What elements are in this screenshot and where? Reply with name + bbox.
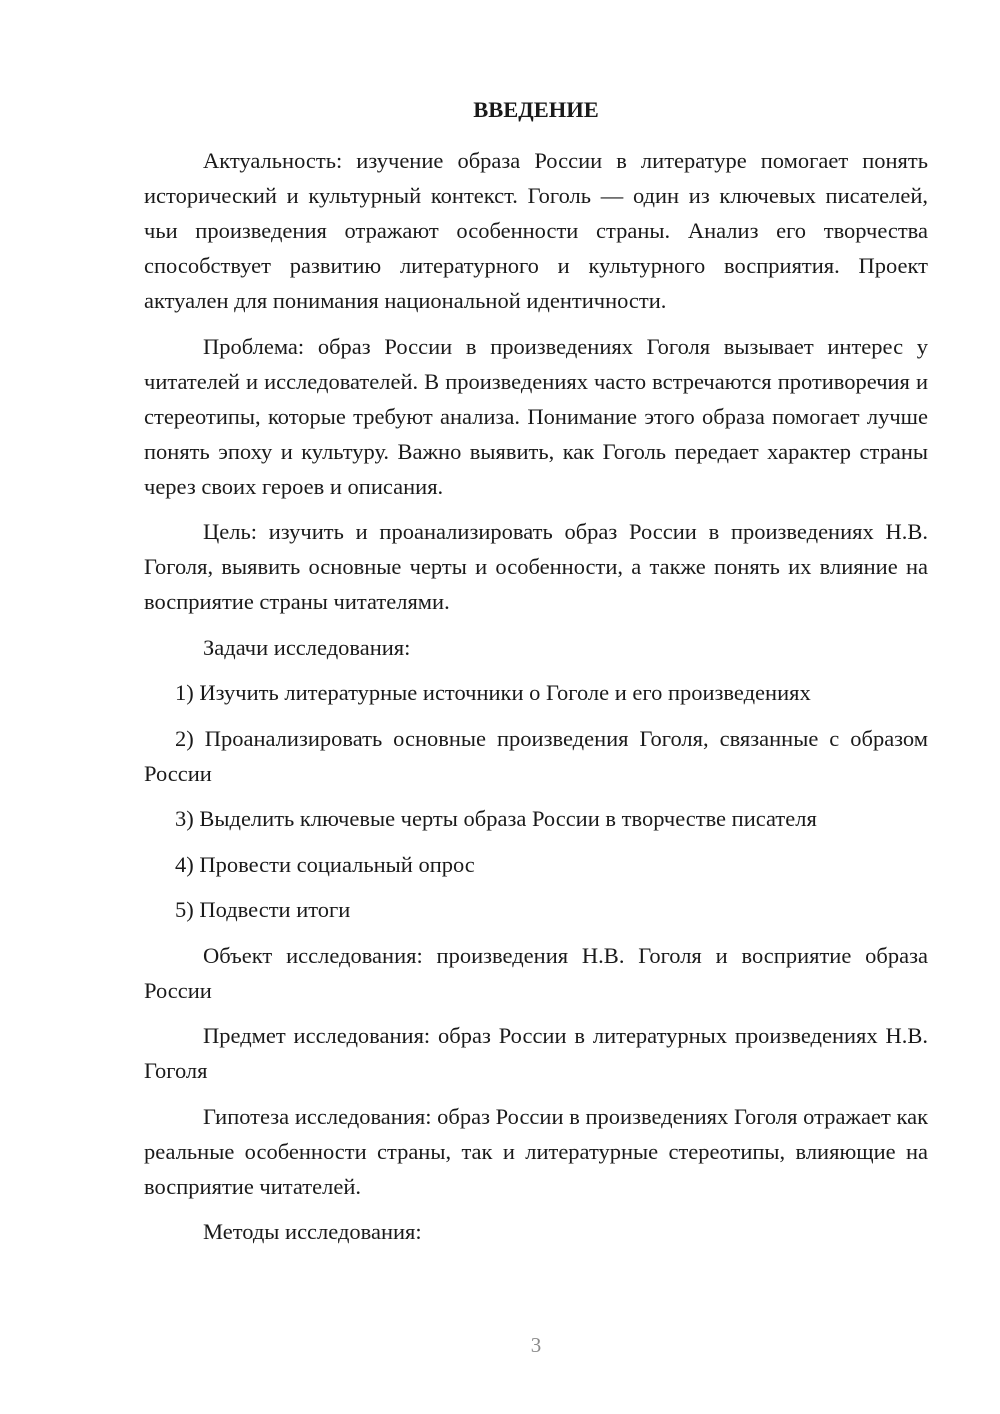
subject-paragraph: Предмет исследования: образ России в литературных произведениях Н.В. Гоголя [144,1023,928,1083]
task-item-3: 3) Выделить ключевые черты образа России в творчестве писателя [175,806,817,831]
object-paragraph: Объект исследования: произведения Н.В. Гоголя и восприятие образа России [144,942,928,1003]
page-number: 3 [530,1333,542,1357]
goal-paragraph: Цель: изучить и проанализировать образ России в произведениях Н.В. Гоголя, выявить основные черты и особенности, а также понять их влияние на восприятие страны читателями. [144,519,928,614]
methods-title: Методы исследования: [203,1219,422,1244]
page-content [144,92,928,1260]
task-item-1: 1) Изучить литературные источники о Гоголе и его произведениях [175,680,811,705]
section-heading: ВВЕДЕНИЕ [473,97,599,122]
relevance-paragraph: Актуальность: изучение образа России в литературе помогает понять исторический и культурный контекст. Гоголь — один из ключевых писателей, чьи произведения отражают особенности страны. Анализ его творчества способствует развитию литературного и культурного восприятия. Проект актуален для понимания национальной идентичности. [144,148,928,313]
task-item-2: 2) Проанализировать основные произведения Гоголя, связанные с образом России [144,725,928,786]
problem-paragraph: Проблема: образ России в произведениях Гоголя вызывает интерес у читателей и исследователей. В произведениях часто встречаются противоречия и стереотипы, которые требуют анализа. Понимание этого образа помогает лучше понять эпоху и культуру. Важно выявить, как Гоголь передает характер страны через своих героев и описания. [144,333,928,499]
task-item-4: 4) Провести социальный опрос [175,851,475,877]
hypothesis-paragraph: Гипотеза исследования: образ России в произведениях Гоголя отражает как реальные особенности страны, так и литературные стереотипы, влияющие на восприятие читателей. [144,1103,928,1199]
tasks-title: Задачи исследования: [203,634,411,660]
task-item-5: 5) Подвести итоги [175,897,351,922]
